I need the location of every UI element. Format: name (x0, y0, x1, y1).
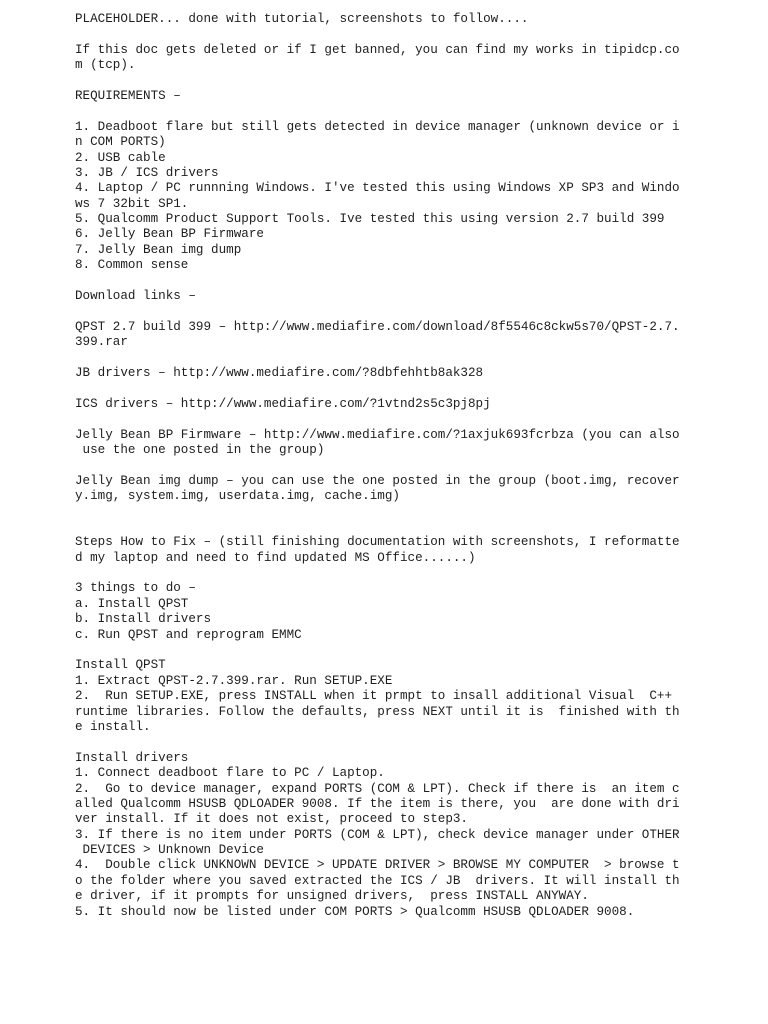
document-line: alled Qualcomm HSUSB QDLOADER 9008. If the item is there, you are done with dri (75, 796, 680, 811)
document-line: 3. If there is no item under PORTS (COM & LPT), check device manager under OTHER (75, 827, 680, 842)
blank-line (75, 104, 695, 119)
document-line: Jelly Bean img dump – you can use the one posted in the group (boot.img, recover (75, 473, 680, 488)
blank-line (75, 643, 695, 658)
document-line: 3. JB / ICS drivers (75, 165, 219, 180)
document-line: 4. Double click UNKNOWN DEVICE > UPDATE DRIVER > BROWSE MY COMPUTER > browse t (75, 858, 680, 873)
document-line: m (tcp). (75, 58, 136, 73)
document-line: QPST 2.7 build 399 – http://www.mediafire.com/download/8f5546c8ckw5s70/QPST-2.7. (75, 319, 680, 334)
document-line: b. Install drivers (75, 612, 212, 627)
document-line: e install. (75, 719, 151, 734)
document-line: 2. USB cable (75, 150, 166, 165)
document-line: 4. Laptop / PC runnning Windows. I've tested this using Windows XP SP3 and Windo (75, 181, 680, 196)
blank-line (75, 458, 695, 473)
document-line: PLACEHOLDER... done with tutorial, screenshots to follow.... (75, 12, 529, 26)
document-line: JB drivers – http://www.mediafire.com/?8dbfehhtb8ak328 (75, 365, 484, 380)
document-line: DEVICES > Unknown Device (75, 843, 264, 858)
document-line: 6. Jelly Bean BP Firmware (75, 227, 264, 242)
document-line: c. Run QPST and reprogram EMMC (75, 627, 302, 642)
blank-line (75, 74, 695, 89)
document-line: Install QPST (75, 658, 166, 673)
document-line: Steps How to Fix – (still finishing documentation with screenshots, I reformatte (75, 535, 680, 550)
document-line: 1. Extract QPST-2.7.399.rar. Run SETUP.EXE (75, 673, 393, 688)
document-line: 2. Run SETUP.EXE, press INSTALL when it prmpt to insall additional Visual C++ (75, 689, 673, 704)
blank-line (75, 520, 695, 535)
document-line: o the folder where you saved extracted the ICS / JB drivers. It will install th (75, 873, 680, 888)
document-line: 2. Go to device manager, expand PORTS (COM & LPT). Check if there is an item c (75, 781, 680, 796)
document-line: 7. Jelly Bean img dump (75, 242, 242, 257)
document-line: d my laptop and need to find updated MS Office......) (75, 550, 476, 565)
blank-line (75, 274, 695, 289)
blank-line (75, 304, 695, 319)
document-line: Install drivers (75, 750, 189, 765)
document-line: use the one posted in the group) (75, 442, 325, 457)
document-line: ICS drivers – http://www.mediafire.com/?1vtnd2s5c3pj8pj (75, 396, 491, 411)
document-line: 1. Connect deadboot flare to PC / Laptop. (75, 766, 385, 781)
document-line: REQUIREMENTS – (75, 88, 181, 103)
blank-line (75, 351, 695, 366)
document-line: n COM PORTS) (75, 135, 166, 150)
document-line: e driver, if it prompts for unsigned drivers, press INSTALL ANYWAY. (75, 889, 589, 904)
document-line: 8. Common sense (75, 258, 189, 273)
blank-line (75, 566, 695, 581)
document-line: 5. Qualcomm Product Support Tools. Ive tested this using version 2.7 build 399 (75, 212, 665, 227)
document-line: Download links – (75, 289, 196, 304)
document-line: y.img, system.img, userdata.img, cache.img) (75, 489, 400, 504)
document-line: Jelly Bean BP Firmware – http://www.mediafire.com/?1axjuk693fcrbza (you can also (75, 427, 680, 442)
document-line: 1. Deadboot flare but still gets detected in device manager (unknown device or i (75, 119, 680, 134)
document-line: 399.rar (75, 335, 128, 350)
blank-line (75, 735, 695, 750)
document-line: a. Install QPST (75, 596, 189, 611)
document-line: 5. It should now be listed under COM PORTS > Qualcomm HSUSB QDLOADER 9008. (75, 904, 635, 919)
document-line: 3 things to do – (75, 581, 196, 596)
document-body (75, 12, 695, 920)
document-line: ver install. If it does not exist, proceed to step3. (75, 812, 468, 827)
blank-line (75, 412, 695, 427)
blank-line (75, 381, 695, 396)
document-line: runtime libraries. Follow the defaults, press NEXT until it is finished with th (75, 704, 680, 719)
document-line: If this doc gets deleted or if I get banned, you can find my works in tipidcp.co (75, 42, 680, 57)
blank-line (75, 27, 695, 42)
blank-line (75, 505, 695, 520)
document-line: ws 7 32bit SP1. (75, 196, 189, 211)
